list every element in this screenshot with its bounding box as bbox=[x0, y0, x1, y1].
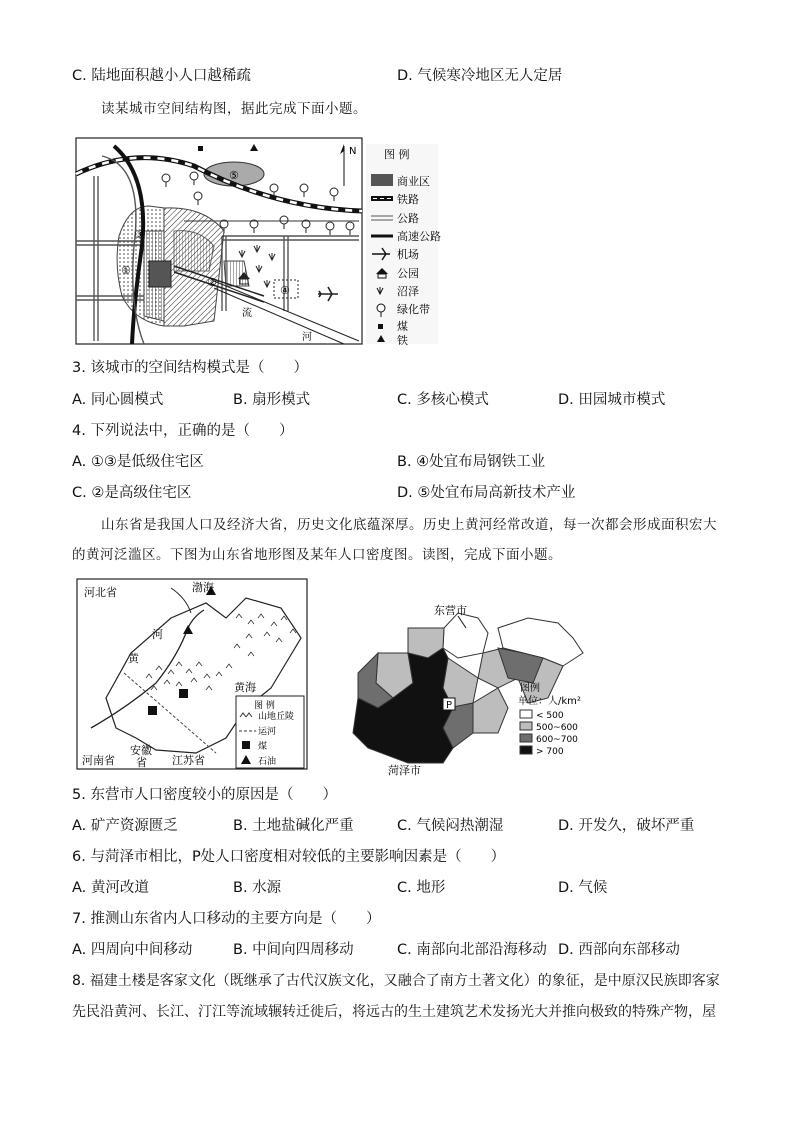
q6-option-a: A. 黄河改道 bbox=[72, 880, 149, 896]
svg-text:绿化带: 绿化带 bbox=[397, 303, 430, 316]
q4-option-a: A. ①③是低级住宅区 bbox=[72, 454, 204, 470]
coal-icon bbox=[198, 146, 203, 151]
q5-option-d: D. 开发久，破坏严重 bbox=[558, 818, 695, 834]
svg-text:图 例: 图 例 bbox=[254, 701, 275, 711]
map1-legend bbox=[366, 144, 441, 346]
svg-text:东营市: 东营市 bbox=[434, 604, 467, 617]
population-density-map bbox=[348, 598, 588, 778]
label-1: ① bbox=[121, 264, 131, 277]
svg-text:P: P bbox=[446, 700, 453, 711]
intro-text-2-line2: 的黄河泛滥区。下图为山东省地形图及某年人口密度图。读图，完成下面小题。 bbox=[72, 547, 562, 563]
q3-option-b: B. 扇形模式 bbox=[233, 392, 311, 408]
q5-option-b: B. 土地盐碱化严重 bbox=[233, 818, 354, 834]
label-2: ② bbox=[207, 276, 217, 289]
svg-text:石油: 石油 bbox=[258, 757, 277, 767]
shandong-terrain-map bbox=[76, 578, 308, 770]
map2-legend bbox=[236, 696, 304, 768]
svg-text:高速公路: 高速公路 bbox=[397, 230, 441, 243]
svg-text:渤海: 渤海 bbox=[192, 581, 214, 594]
q6-option-c: C. 地形 bbox=[397, 880, 446, 896]
label-5: ⑤ bbox=[229, 169, 239, 182]
question-5: 5. 东营市人口密度较小的原因是（ ） bbox=[72, 787, 337, 803]
label-4: ④ bbox=[280, 284, 290, 297]
svg-text:煤: 煤 bbox=[397, 320, 408, 333]
svg-text:河: 河 bbox=[152, 628, 163, 641]
svg-text:500~600: 500~600 bbox=[536, 723, 578, 733]
question-8-line2: 先民沿黄河、长江、汀江等流域辗转迁徙后，将远古的生土建筑艺术发扬光大并推向极致的特殊产物，屋 bbox=[72, 1004, 716, 1020]
svg-text:铁路: 铁路 bbox=[397, 193, 419, 206]
q4-option-d: D. ⑤处宜布局高新技术产业 bbox=[397, 485, 576, 501]
q6-option-b: B. 水源 bbox=[233, 880, 282, 896]
svg-text:省: 省 bbox=[136, 756, 147, 769]
svg-text:煤: 煤 bbox=[258, 742, 268, 752]
svg-text:600~700: 600~700 bbox=[536, 735, 578, 745]
svg-text:运河: 运河 bbox=[258, 727, 277, 737]
svg-text:公园: 公园 bbox=[397, 267, 419, 280]
svg-text:菏泽市: 菏泽市 bbox=[388, 764, 421, 777]
q7-option-c: C. 南部向北部沿海移动 bbox=[397, 942, 547, 958]
q4-option-c: C. ②是高级住宅区 bbox=[72, 485, 192, 501]
q4-option-b: B. ④处宜布局钢铁工业 bbox=[397, 454, 546, 470]
option-c: C. 陆地面积越小人口越稀疏 bbox=[72, 68, 251, 84]
svg-text:图 例: 图 例 bbox=[384, 148, 410, 161]
svg-text:江苏省: 江苏省 bbox=[172, 754, 205, 767]
svg-text:河北省: 河北省 bbox=[84, 586, 117, 599]
q7-option-d: D. 西部向东部移动 bbox=[558, 942, 680, 958]
svg-text:黄: 黄 bbox=[128, 652, 139, 665]
svg-text:商业区: 商业区 bbox=[397, 175, 430, 188]
river-label-2: 河 bbox=[302, 332, 312, 343]
q7-option-b: B. 中间向四周移动 bbox=[233, 942, 354, 958]
svg-text:山地丘陵: 山地丘陵 bbox=[258, 712, 295, 722]
q6-option-d: D. 气候 bbox=[558, 880, 608, 896]
q5-option-a: A. 矿产资源匮乏 bbox=[72, 818, 178, 834]
q3-option-c: C. 多核心模式 bbox=[397, 392, 489, 408]
question-6: 6. 与菏泽市相比，P处人口密度相对较低的主要影响因素是（ ） bbox=[72, 849, 506, 865]
svg-text:图例: 图例 bbox=[520, 683, 540, 694]
svg-text:河南省: 河南省 bbox=[82, 754, 115, 767]
svg-text:单位：人/km²: 单位：人/km² bbox=[518, 696, 581, 707]
svg-text:N: N bbox=[349, 146, 357, 157]
svg-text:> 700: > 700 bbox=[536, 747, 564, 757]
intro-text: 读某城市空间结构图，据此完成下面小题。 bbox=[101, 101, 367, 117]
question-7: 7. 推测山东省内人口移动的主要方向是（ ） bbox=[72, 911, 381, 927]
svg-text:< 500: < 500 bbox=[536, 711, 564, 721]
q3-option-d: D. 田园城市模式 bbox=[558, 392, 666, 408]
question-4: 4. 下列说法中，正确的是（ ） bbox=[72, 423, 294, 439]
question-8-line1: 8. 福建土楼是客家文化（既继承了古代汉族文化，又融合了南方土著文化）的象征，是中原汉民族即客家 bbox=[72, 973, 720, 989]
intro-text-2-line1: 山东省是我国人口及经济大省，历史文化底蕴深厚。历史上黄河经常改道，每一次都会形成面积宏大 bbox=[101, 517, 717, 533]
svg-text:公路: 公路 bbox=[397, 212, 419, 225]
city-structure-map bbox=[74, 136, 446, 346]
svg-text:沼泽: 沼泽 bbox=[397, 285, 419, 298]
question-3: 3. 该城市的空间结构模式是（ ） bbox=[72, 360, 308, 376]
svg-text:机场: 机场 bbox=[397, 248, 419, 261]
svg-text:铁: 铁 bbox=[397, 334, 408, 346]
svg-text:黄海: 黄海 bbox=[234, 681, 256, 694]
option-d: D. 气候寒冷地区无人定居 bbox=[397, 68, 563, 84]
river-label-1: 流 bbox=[242, 308, 252, 319]
svg-text:安徽: 安徽 bbox=[130, 744, 152, 757]
q3-option-a: A. 同心圆模式 bbox=[72, 392, 164, 408]
q7-option-a: A. 四周向中间移动 bbox=[72, 942, 193, 958]
label-3: ③ bbox=[134, 228, 144, 241]
q5-option-c: C. 气候闷热潮湿 bbox=[397, 818, 504, 834]
